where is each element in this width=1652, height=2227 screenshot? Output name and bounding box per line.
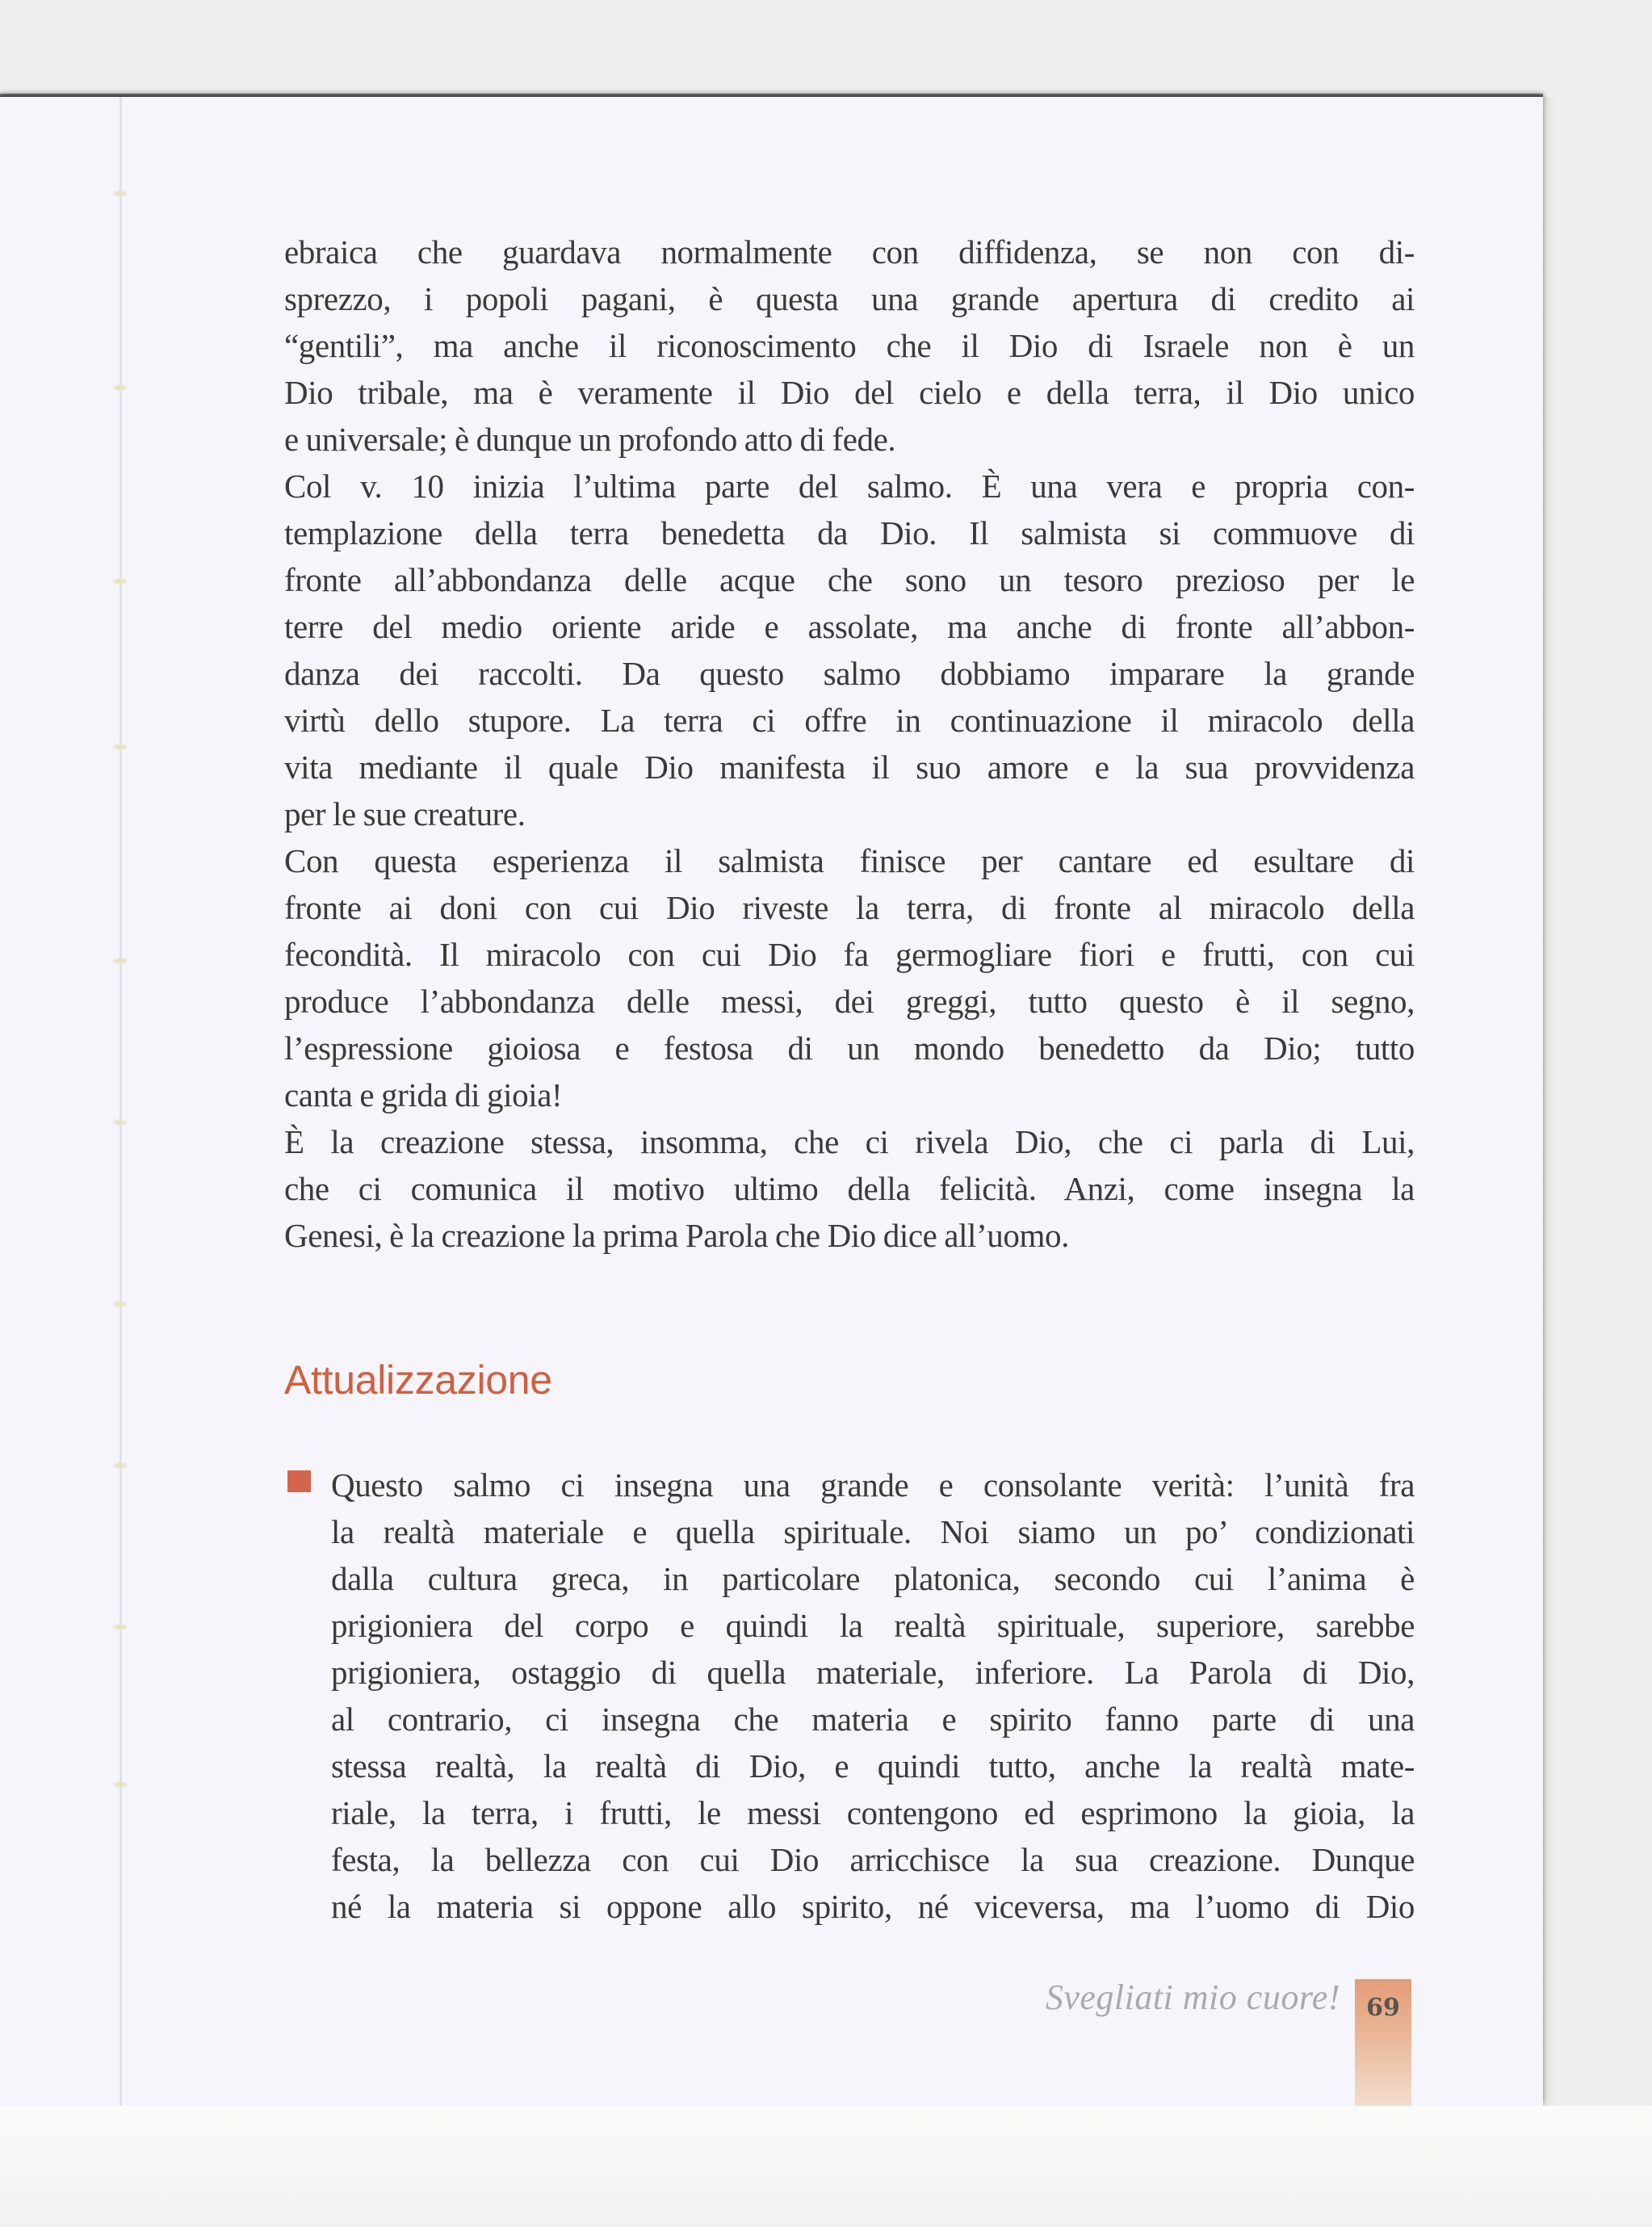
text-line: la realtà materiale e quella spirituale. Noi siamo un po’ condizionati <box>331 1513 1415 1550</box>
text-line: e universale; è dunque un profondo atto di fede. <box>284 421 896 458</box>
binding-gutter <box>119 97 122 2106</box>
text-line: vita mediante il quale Dio manifesta il suo amore e la sua provvidenza <box>284 749 1415 786</box>
scanner-background <box>0 2106 1652 2227</box>
paragraph <box>284 837 1415 1118</box>
bullet-list <box>284 1462 1415 1930</box>
binding-stitch <box>111 957 129 965</box>
text-line: fronte ai doni con cui Dio riveste la terra, di fronte al miracolo della <box>284 889 1415 926</box>
text-line: l’espressione gioiosa e festosa di un mondo benedetto da Dio; tutto <box>284 1030 1415 1067</box>
square-bullet-icon <box>287 1470 311 1492</box>
binding-stitch <box>111 743 129 751</box>
text-line: prigioniera, ostaggio di quella materiale, inferiore. La Parola di Dio, <box>331 1654 1415 1691</box>
binding-stitch <box>111 190 129 198</box>
text-line: ebraica che guardava normalmente con diffidenza, se non con di- <box>284 233 1415 271</box>
text-line: Questo salmo ci insegna una grande e consolante verità: l’unità fra <box>331 1466 1415 1504</box>
text-line: fecondità. Il miracolo con cui Dio fa germogliare fiori e frutti, con cui <box>284 936 1415 973</box>
page-number-tab <box>1355 1979 1411 2106</box>
binding-stitch <box>111 1623 129 1631</box>
binding-stitch <box>111 1118 129 1126</box>
running-title: Svegliati mio cuore! <box>1045 1977 1340 2017</box>
text-line: templazione della terra benedetta da Dio. Il salmista si commuove di <box>284 514 1415 552</box>
page-number: 69 <box>1366 1994 1400 2022</box>
text-line: produce l’abbondanza delle messi, dei greggi, tutto questo è il segno, <box>284 983 1415 1020</box>
text-line: Genesi, è la creazione la prima Parola che Dio dice all’uomo. <box>284 1217 1069 1254</box>
text-line: festa, la bellezza con cui Dio arricchisce la sua creazione. Dunque <box>331 1841 1415 1878</box>
body-text <box>284 229 1415 1259</box>
text-line: al contrario, ci insegna che materia e spirito fanno parte di una <box>331 1701 1415 1738</box>
text-line: Dio tribale, ma è veramente il Dio del cielo e della terra, il Dio unico <box>284 374 1415 411</box>
paragraph <box>284 463 1415 837</box>
text-line: canta e grida di gioia! <box>284 1076 563 1114</box>
binding-stitch <box>111 1300 129 1308</box>
text-line: né la materia si oppone allo spirito, né viceversa, ma l’uomo di Dio <box>331 1888 1415 1925</box>
binding-stitch <box>111 1780 129 1789</box>
section-heading: Attualizzazione <box>284 1357 552 1403</box>
text-line: danza dei raccolti. Da questo salmo dobbiamo imparare la grande <box>284 655 1415 692</box>
binding-stitch <box>111 1462 129 1470</box>
text-line: sprezzo, i popoli pagani, è questa una grande apertura di credito ai <box>284 280 1415 317</box>
list-item <box>284 1462 1415 1930</box>
text-line: dalla cultura greca, in particolare platonica, secondo cui l’anima è <box>331 1560 1415 1597</box>
binding-stitch <box>111 384 129 392</box>
text-line: “gentili”, ma anche il riconoscimento che il Dio di Israele non è un <box>284 327 1415 364</box>
text-line: fronte all’abbondanza delle acque che sono un tesoro prezioso per le <box>284 561 1415 598</box>
text-line: che ci comunica il motivo ultimo della felicità. Anzi, come insegna la <box>284 1170 1415 1207</box>
paragraph <box>284 229 1415 463</box>
text-line: Con questa esperienza il salmista finisce per cantare ed esultare di <box>284 842 1415 879</box>
text-line: riale, la terra, i frutti, le messi contengono ed esprimono la gioia, la <box>331 1794 1415 1831</box>
text-line: prigioniera del corpo e quindi la realtà spirituale, superiore, sarebbe <box>331 1607 1415 1644</box>
text-line: Col v. 10 inizia l’ultima parte del salmo. È una vera e propria con- <box>284 468 1415 505</box>
page-edge-shadow <box>1543 97 1554 2106</box>
text-line: terre del medio oriente aride e assolate, ma anche di fronte all’abbon- <box>284 608 1415 645</box>
text-line: stessa realtà, la realtà di Dio, e quindi tutto, anche la realtà mate- <box>331 1747 1415 1785</box>
text-line: È la creazione stessa, insomma, che ci rivela Dio, che ci parla di Lui, <box>284 1123 1415 1160</box>
text-line: virtù dello stupore. La terra ci offre in continuazione il miracolo della <box>284 702 1415 739</box>
binding-stitch <box>111 577 129 585</box>
paragraph <box>284 1118 1415 1259</box>
text-line: per le sue creature. <box>284 795 526 833</box>
